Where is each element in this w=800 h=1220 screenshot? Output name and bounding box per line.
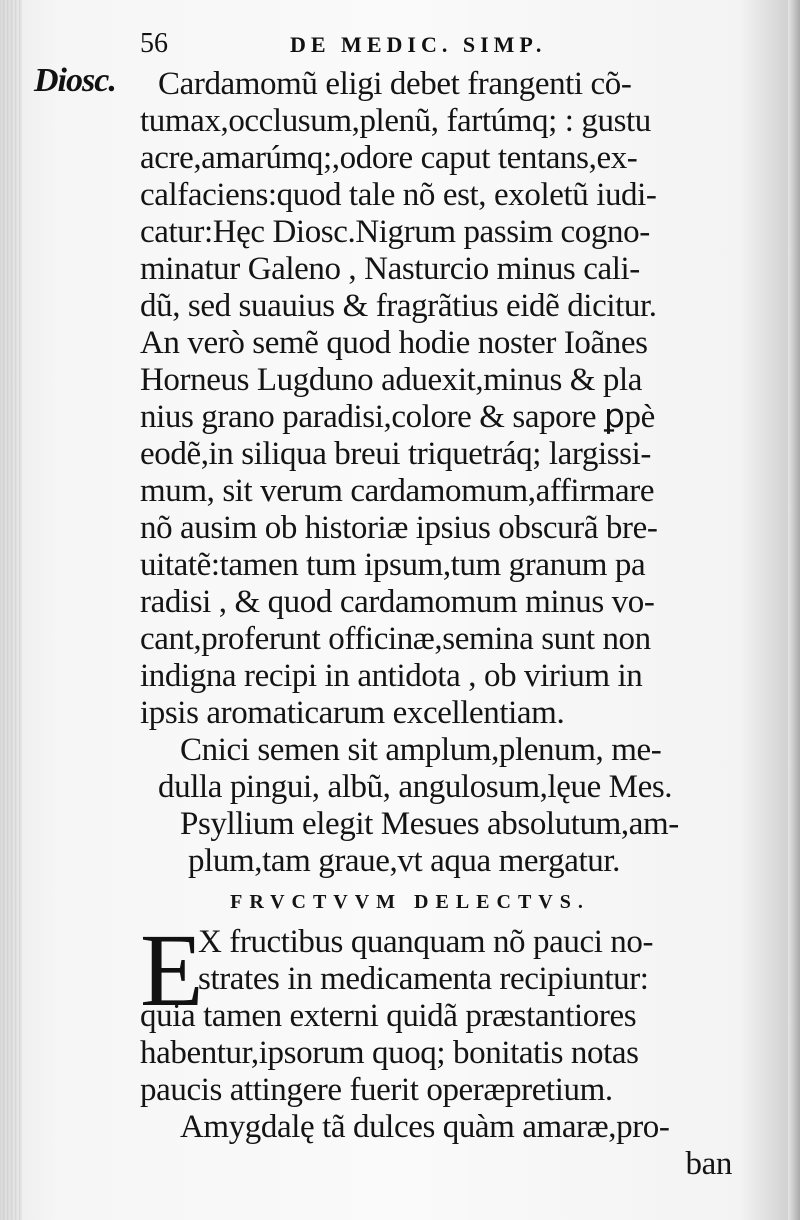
text-line: indigna recipi in antidota , ob virium in [140,658,643,694]
text-line: dulla pingui, albũ, angulosum,lęue Mes. [158,769,673,805]
marginal-note: Diosc. [34,62,116,99]
page-edge [788,0,800,1220]
text-line: catur:Hęc Diosc.Nigrum passim cogno- [140,214,650,250]
paragraph-cnici [140,732,740,806]
paragraph-cardamomum [140,66,740,732]
text-line: Amygdalę tã dulces quàm amaræ,pro- [180,1109,670,1145]
catchword: ban [685,1146,732,1182]
text-line: paucis attingere fuerit operæpretium. [140,1072,613,1108]
text-line: quia tamen externi quidã præstantiores [140,998,637,1034]
paragraph-psyllium [140,806,740,880]
text-line: Horneus Lugduno aduexit,minus & pla [140,362,643,398]
text-line: minatur Galeno , Nasturcio minus cali- [140,251,640,287]
text-line: X fructibus quanquam nõ pauci no- [198,924,654,960]
text-line: plum,tam graue,vt aqua mergatur. [188,843,620,879]
text-line: Cnici semen sit amplum,plenum, me- [180,732,662,768]
folio-number: 56 [140,28,168,59]
text-line: Psyllium elegit Mesues absolutum,am- [180,806,679,842]
running-head: DE MEDIC. SIMP. [290,32,547,57]
text-line: mum, sit verum cardamomum,affirmare [140,473,655,509]
text-line: uitatẽ:tamen tum ipsum,tum granum pa [140,547,646,583]
text-line: eodẽ,in siliqua breui triquetráq; largissi- [140,436,651,472]
page-gutter [0,0,22,1220]
page-header [140,28,760,68]
text-line: calfaciens:quod tale nõ est, exoletũ iudi- [140,177,657,213]
paragraph-fructus [140,913,740,1109]
text-line: nõ ausim ob historiæ ipsius obscurã bre- [140,510,658,546]
text-line: An verò semẽ quod hodie noster Ioãnes [140,325,648,361]
text-line: radisi , & quod cardamomum minus vo- [140,584,655,620]
paragraph-amygdale [140,1109,740,1146]
text-line: habentur,ipsorum quoq; bonitatis notas [140,1035,639,1071]
text-line: Cardamomũ eligi debet frangenti cõ- [158,66,632,102]
text-line: tumax,occlusum,plenũ, fartúmq; : gustu [140,103,651,139]
text-line: acre,amarúmq;,odore caput tentans,ex- [140,140,638,176]
section-title: FRVCTVVM DELECTVS. [230,891,590,913]
drop-cap: E [140,913,204,1028]
text-line: dũ, sed suauius & fragrãtius eidẽ dicitur. [140,288,657,324]
text-line: nius grano paradisi,colore & sapore ꝑpè [140,399,655,435]
text-line: strates in medicamenta recipiuntur: [198,961,649,997]
text-line: cant,proferunt officinæ,semina sunt non [140,621,651,657]
text-line: ipsis aromaticarum excellentiam. [140,695,565,731]
body-text [140,66,740,1183]
